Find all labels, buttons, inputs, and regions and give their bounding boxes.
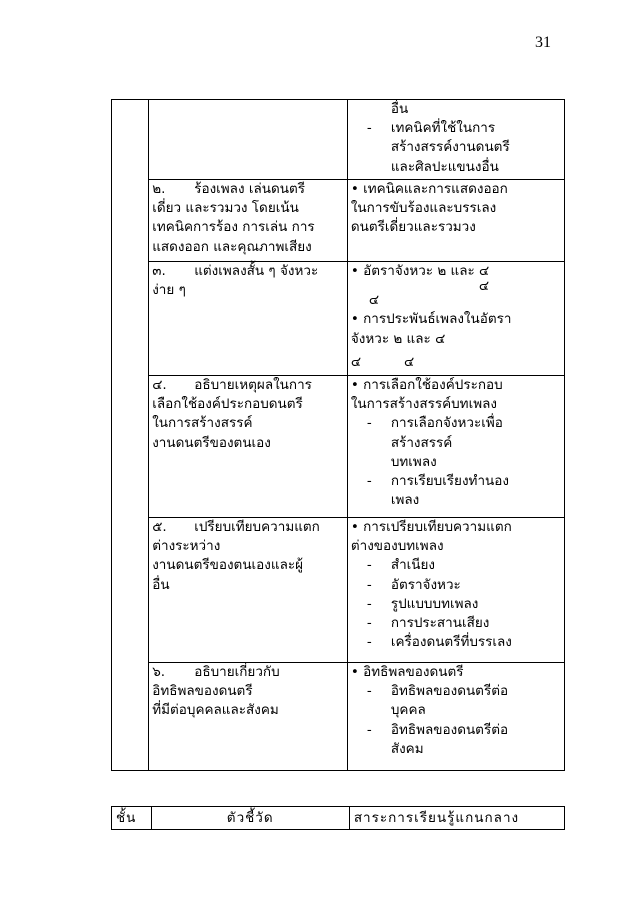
page-number: 31 — [535, 34, 551, 51]
table-row — [112, 376, 565, 518]
table-row — [112, 663, 565, 771]
list-item: - การเลือกจังหวะเพื่อ สร้างสรรค์ บทเพลง — [366, 415, 503, 470]
list-item: - อิทธิพลของดนตรีต่อ บุคคล — [366, 683, 509, 719]
list-item: - สำเนียง — [366, 557, 436, 574]
table-row — [112, 518, 565, 663]
indicator-cell: ๔. อธิบายเหตุผลในการ เลือกใช้องค์ประกอบดนตรี ในการสร้างสรรค์ งานดนตรีของตนเอง — [149, 376, 348, 518]
indicator-cell: ๖. อธิบายเกี่ยวกับ อิทธิพลของดนตรี ที่มีต่อบุคคลและสังคม — [149, 663, 348, 771]
content-cell: • อิทธิพลของดนตรี - อิทธิพลของดนตรีต่อ บุคคล - อิทธิพลของดนตรีต่อ สังคม — [347, 663, 564, 771]
list-item: - เทคนิคที่ใช้ในการ สร้างสรรค์งานดนตรี และศิลปะแขนงอื่น — [366, 120, 510, 175]
list-item: - อัตราจังหวะ — [366, 576, 461, 593]
indicator-cell — [149, 100, 348, 180]
list-item: - การเรียบเรียงทำนอง เพลง — [366, 473, 509, 509]
list-item: - เครื่องดนตรีที่บรรเลง — [366, 634, 512, 651]
table-row — [112, 100, 565, 180]
header-grade: ชั้น — [112, 807, 152, 830]
list-item: - การประสานเสียง — [366, 615, 490, 632]
header-content: สาระการเรียนรู้แกนกลาง — [349, 807, 564, 830]
indicator-cell: ๓. แต่งเพลงสั้น ๆ จังหวะ ง่าย ๆ — [149, 262, 348, 376]
content-cell: • การเปรียบเทียบความแตก ต่างของบทเพลง - สำเนียง - อัตราจังหวะ - รูปแบบบทเพลง - การประสานเสียง - เครื่องดนตรีที่บรรเลง — [347, 518, 564, 663]
indicator-cell: ๕. เปรียบเทียบความแตก ต่างระหว่าง งานดนตรีของตนเองและผู้ อื่น — [149, 518, 348, 663]
content-cell: • การเลือกใช้องค์ประกอบ ในการสร้างสรรค์บทเพลง - การเลือกจังหวะเพื่อ สร้างสรรค์ บทเพลง - การเรียบเรียงทำนอง เพลง — [347, 376, 564, 518]
list-item: - รูปแบบบทเพลง — [366, 595, 479, 612]
table-row — [112, 262, 565, 376]
content-cell: อื่น - เทคนิคที่ใช้ในการ สร้างสรรค์งานดนตรี และศิลปะแขนงอื่น — [347, 100, 564, 180]
indicator-cell: ๒. ร้องเพลง เล่นดนตรี เดี่ยว และรวมวง โดยเน้น เทคนิคการร้อง การเล่น การ แสดงออก และคุณภาพเสียง — [149, 180, 348, 262]
table-header-repeat — [111, 806, 565, 830]
content-cell: • เทคนิคและการแสดงออก ในการขับร้องและบรรเลง ดนตรีเดี่ยวและรวมวง — [347, 180, 564, 262]
content-cell: • อัตราจังหวะ ๒ และ ๔ ๔ ๔ • การประพันธ์เพลงในอัตรา จังหวะ ๒ และ ๔ ๔ ๔ — [347, 262, 564, 376]
grade-cell — [112, 100, 149, 771]
list-item: - อิทธิพลของดนตรีต่อ สังคม — [366, 721, 509, 757]
table-row — [112, 180, 565, 262]
curriculum-table — [111, 99, 565, 771]
table-row — [112, 807, 565, 830]
header-indicator: ตัวชี้วัด — [151, 807, 349, 830]
